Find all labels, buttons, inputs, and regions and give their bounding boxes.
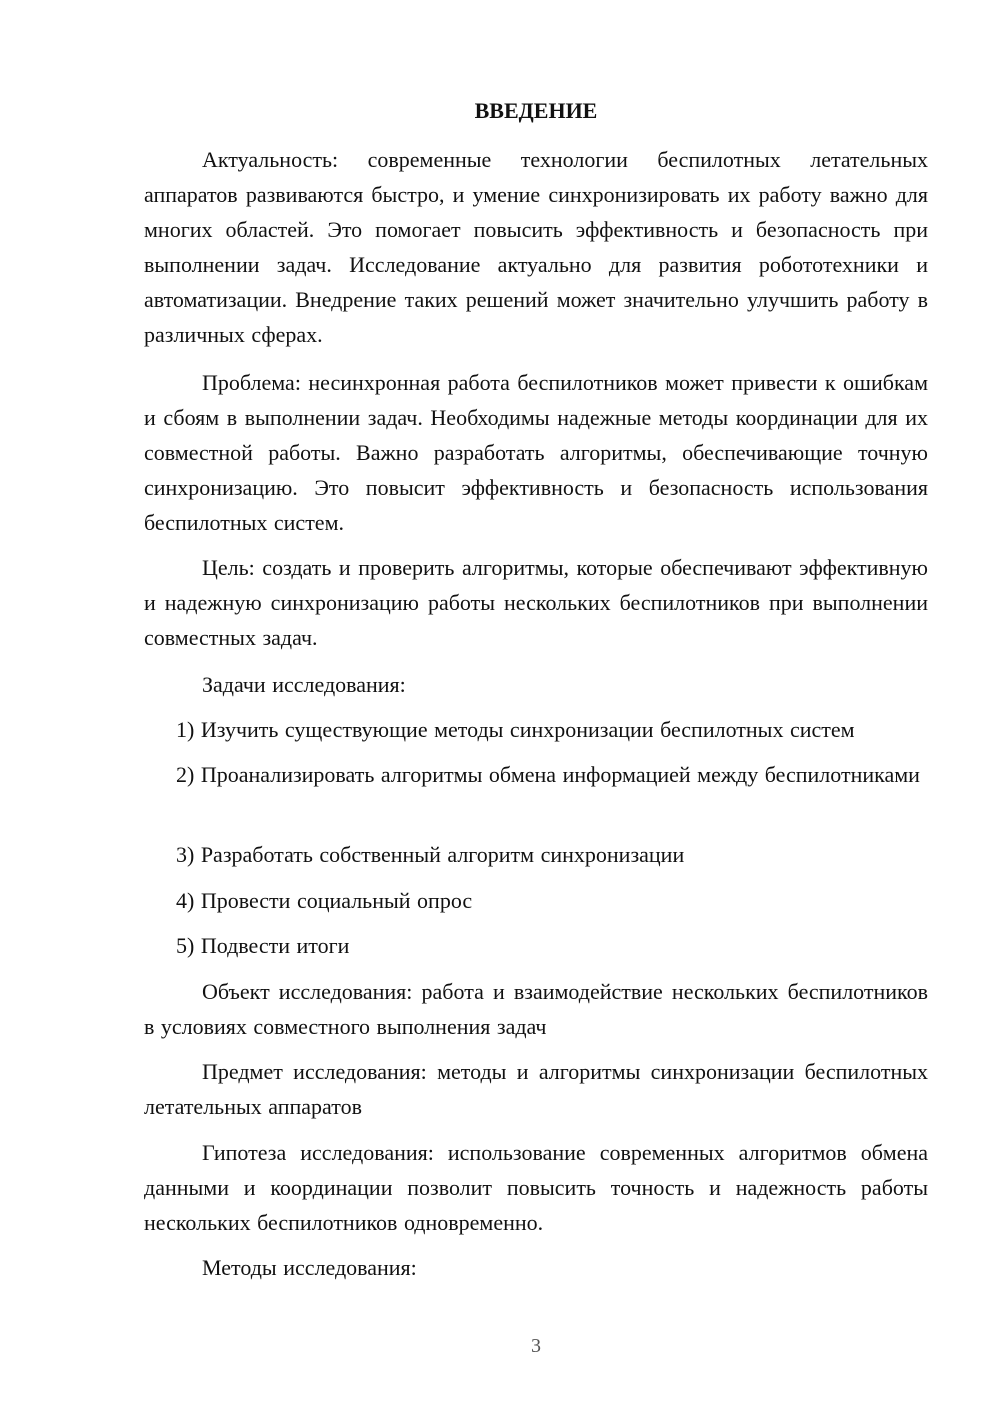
tasks-heading: Задачи исследования:: [202, 672, 406, 697]
paragraph-object: Объект исследования: работа и взаимодействие нескольких беспилотников в условиях совместного выполнения задач: [144, 979, 928, 1039]
paragraph-hypothesis: Гипотеза исследования: использование современных алгоритмов обмена данными и координации позволит повысить точность и надежность работы нескольких беспилотников одновременно.: [144, 1140, 928, 1235]
page-number: 3: [531, 1335, 541, 1357]
task-item-4: 4) Провести социальный опрос: [176, 888, 473, 913]
paragraph-relevance: Актуальность: современные технологии беспилотных летательных аппаратов развиваются быстро, и умение синхронизировать их работу важно для многих областей. Это помогает повысить эффективность и безопасность при выполнении задач. Исследование актуально для развития робототехники и автоматизации. Внедрение таких решений может значительно улучшить работу в различных сферах.: [144, 147, 928, 347]
section-title: ВВЕДЕНИЕ: [474, 98, 598, 123]
task-item-3: 3) Разработать собственный алгоритм синхронизации: [176, 842, 685, 867]
task-item-5: 5) Подвести итоги: [176, 933, 350, 958]
task-item-1: 1) Изучить существующие методы синхронизации беспилотных систем: [176, 717, 855, 742]
paragraph-problem: Проблема: несинхронная работа беспилотников может привести к ошибкам и сбоям в выполнении задач. Необходимы надежные методы координации для их совместной работы. Важно разработать алгоритмы, обеспечивающие точную синхронизацию. Это повысит эффективность и безопасность использования беспилотных систем.: [144, 370, 928, 535]
methods-heading: Методы исследования:: [202, 1255, 417, 1280]
paragraph-subject: Предмет исследования: методы и алгоритмы синхронизации беспилотных летательных аппаратов: [144, 1059, 928, 1119]
paragraph-goal: Цель: создать и проверить алгоритмы, которые обеспечивают эффективную и надежную синхронизацию работы нескольких беспилотников при выполнении совместных задач.: [144, 555, 928, 650]
task-item-2: 2) Проанализировать алгоритмы обмена информацией между беспилотниками: [176, 762, 920, 787]
